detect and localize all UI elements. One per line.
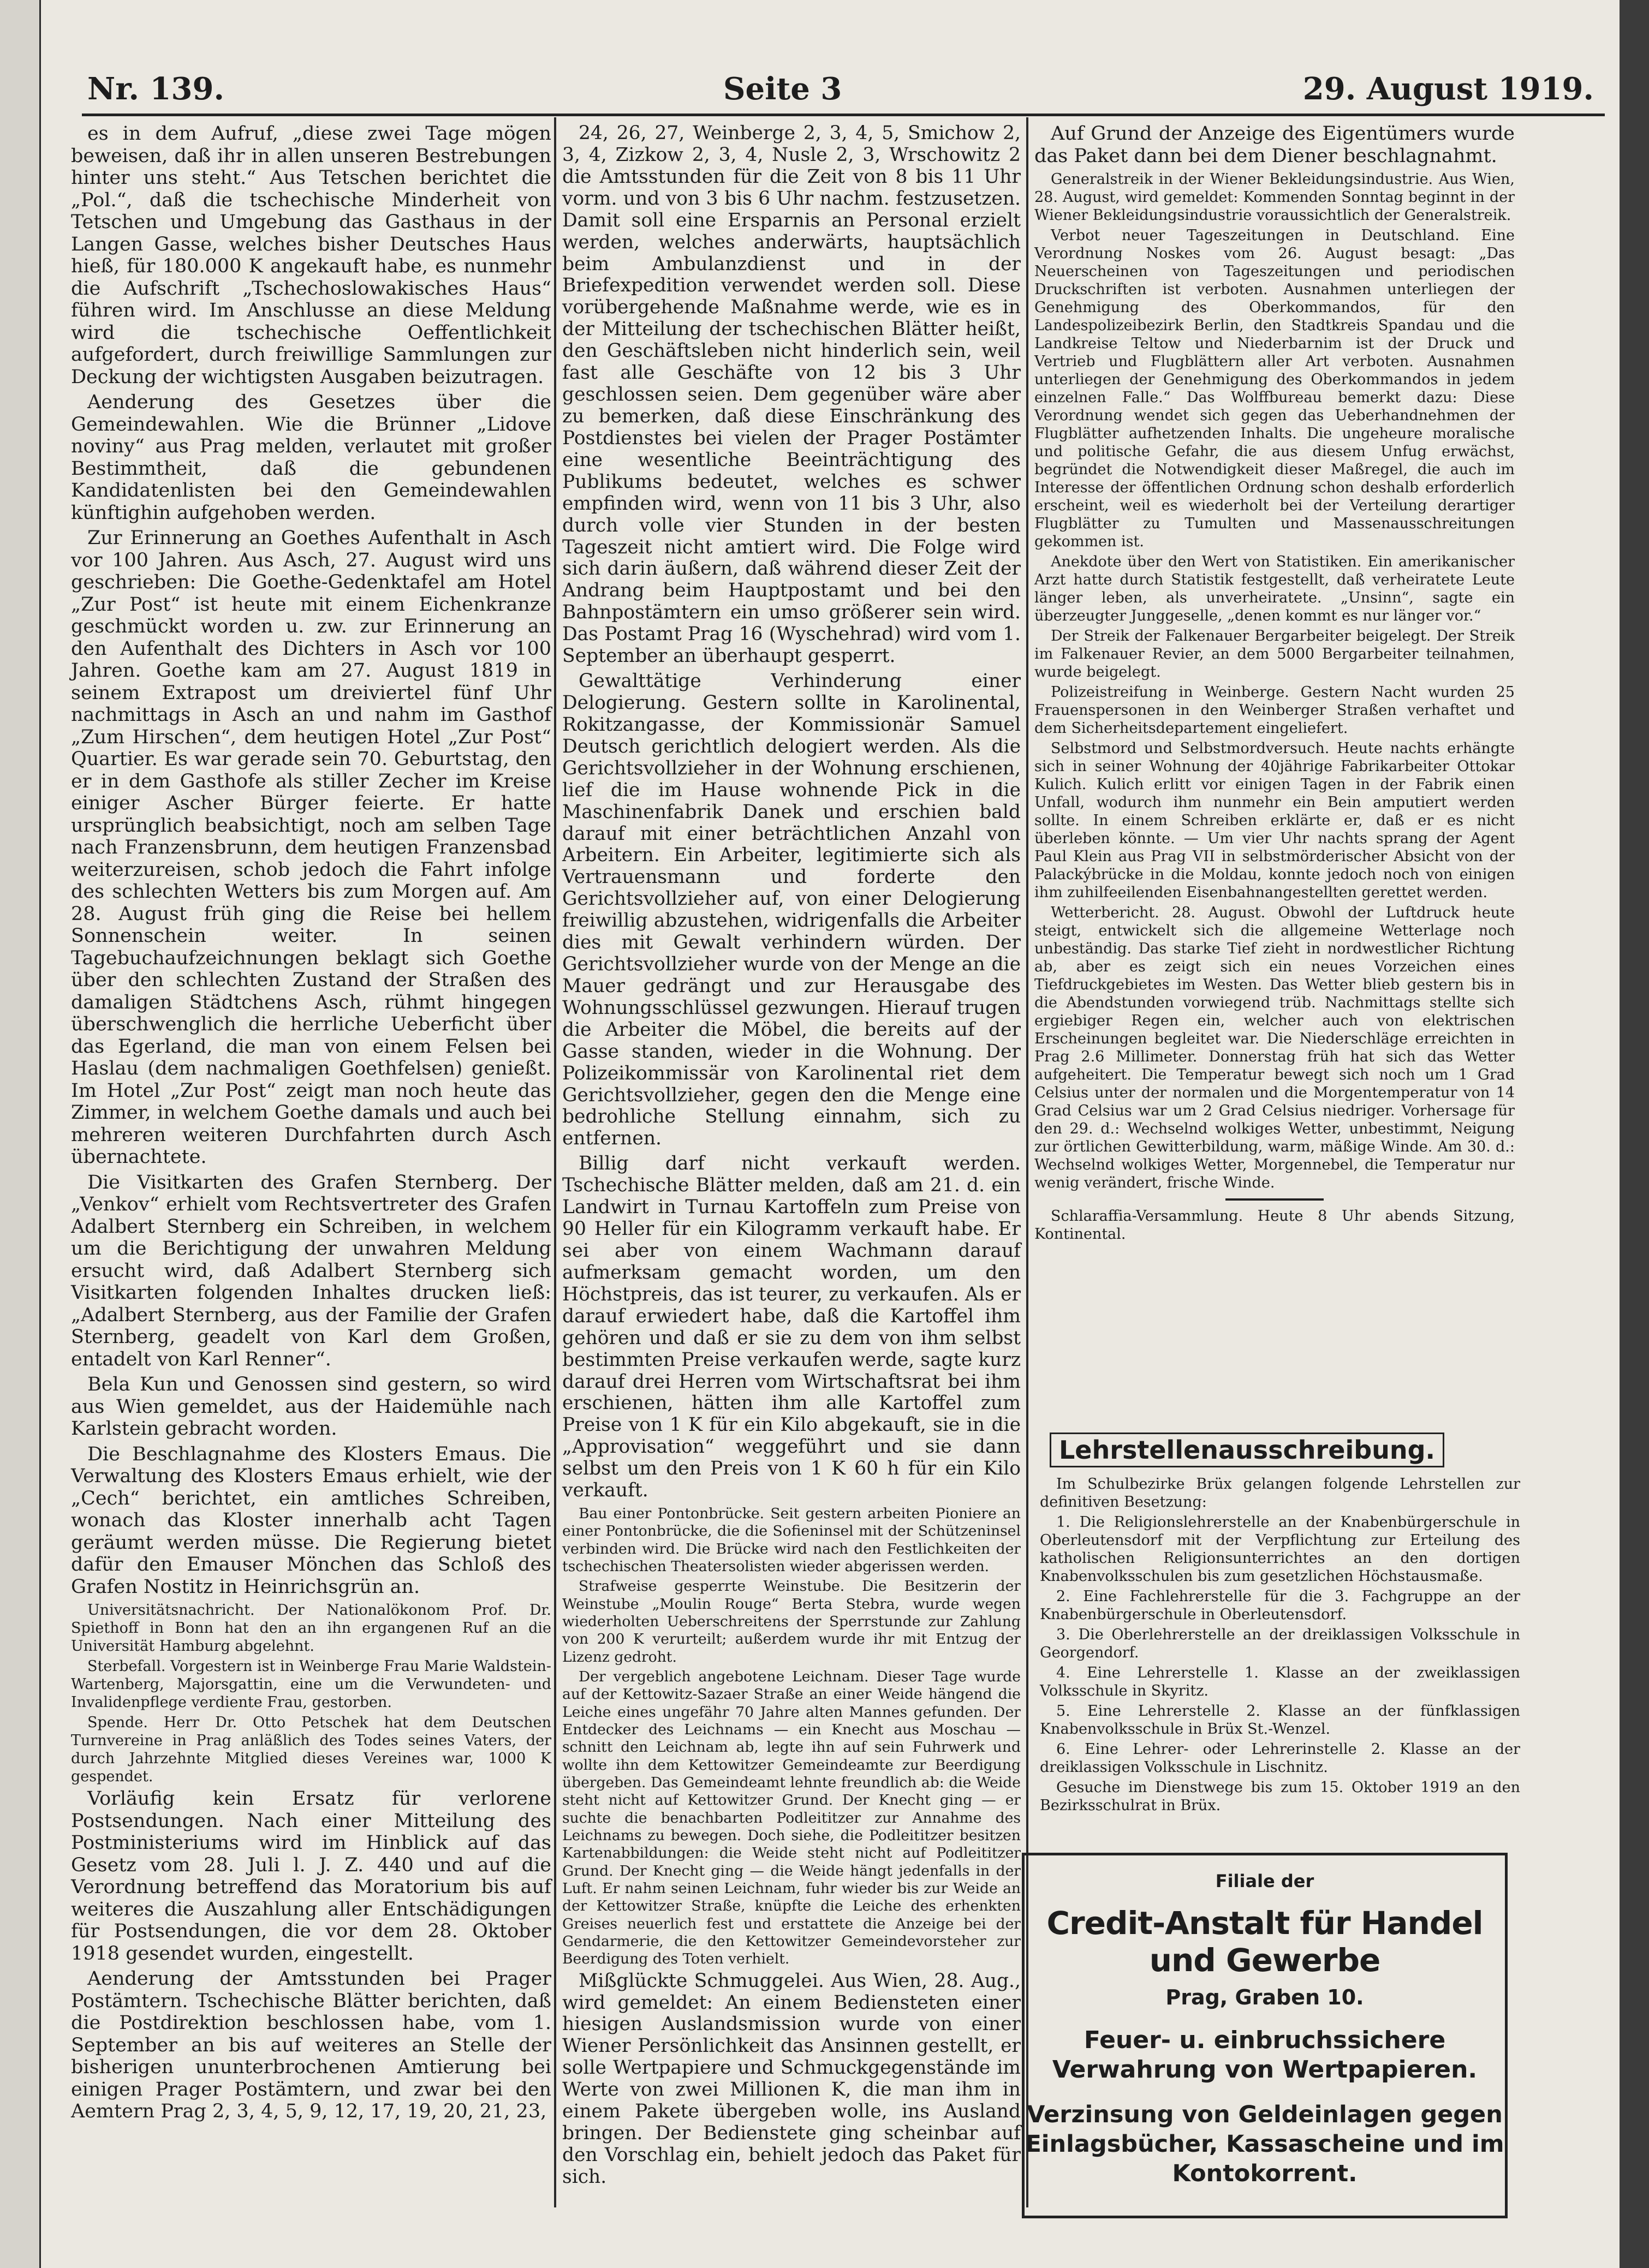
ad-paragraph: Gesuche im Dienstwege bis zum 15. Oktober 1919 an den Bezirksschulrat in Brüx. [1040, 1779, 1520, 1814]
notice: Der vergeblich angebotene Leichnam. Dieser Tage wurde auf der Kettowitz-Sazaer Straße an einer Weide hängend die Leiche eines ungefähr 70 Jahre alten Mannes gefunden. Der Entdecker des Leichnams — ein Knecht aus Moschau — schnitt den Leichnam ab, legte ihn auf sein Fuhrwerk und wollte ihn dem Kettowitzer Gemeindeamte zur Beerdigung übergeben. Das Gemeindeamt lehnte freundlich ab: die Weide steht nicht auf Kettowitzer Grund. Der Knecht ging — er suchte die benachbarten Podleititzer zur Annahme des Leichnams zu bewegen. Doch siehe, die Podleititzer besitzen Kartenabbildungen: die Weide steht nicht auf Podleititzer Grund. Der Knecht ging — die Weide hängt jedenfalls in der Luft. Er nahm seinen Leichnam, fuhr wieder bis zur Weide an der Kettowitzer Straße, knüpfte die Leiche des erhenkten Greises neuerlich fest und erstattete die Anzeige bei der Gendarmerie, die den Kettowitzer Gemeindevorsteher zur Beerdigung des Toten verhielt. [562, 1668, 1021, 1968]
article: Bela Kun und Genossen sind gestern, so wird aus Wien gemeldet, aus der Haidemühle nach Karlstein gebracht worden. [71, 1374, 551, 1440]
article: Mißglückte Schmuggelei. Aus Wien, 28. Aug., wird gemeldet: An einem Bediensteten einer hiesigen Auslandsmission wurde von einer Wiener Persönlichkeit das Ansinnen gestellt, er solle Wertpapiere und Schmuckgegenstände im Werte von zwei Millionen K, die man ihm in einem Pakete übergeben wolle, ins Ausland bringen. Der Bedienstete ging scheinbar auf den Vorschlag ein, behielt jedoch das Paket für sich. [562, 1969, 1021, 2188]
notice: Verbot neuer Tageszeitungen in Deutschland. Eine Verordnung Noskes vom 26. August besagt: „Das Neuerscheinen von Tageszeitungen und periodischen Druckschriften ist verboten. Ausnahmen unterliegen der Genehmigung des Oberkommandos, für den Landespolizeibezirk Berlin, den Stadtkreis Spandau und die Landkreise Teltow und Niederbarnim ist der Druck und Vertrieb und Flugblättern aller Art verboten. Ausnahmen unterliegen der Genehmigung des Oberkommandos in jedem einzelnen Falle.“ Das Wolffbureau bemerkt dazu: Diese Verordnung wendet sich gegen das Ueberhandnehmen der Flugblätter aufhetzenden Inhalts. Die ungeheure moralische und politische Gefahr, die aus diesem Unfug erwächst, begründet die Notwendigkeit dieser Maßregel, die auch im Interesse der öffentlichen Ordnung schon deshalb erforderlich erscheint, weil es wiederholt bei der Verteilung derartiger Flugblätter zu Tumulten und Massenausschreitungen gekommen ist. [1034, 227, 1515, 550]
notice: Bau einer Pontonbrücke. Seit gestern arbeiten Pioniere an einer Pontonbrücke, die die Sofieninsel mit der Schützeninsel verbinden wird. Die Brücke wird nach den Festlichkeiten der tschechischen Theatersolisten wieder abgerissen werden. [562, 1505, 1021, 1575]
notice: Wetterbericht. 28. August. Obwohl der Luftdruck heute steigt, entwickelt sich die allgemeine Wetterlage noch unbeständig. Das starke Tief zieht in nordwestlicher Richtung ab, aber es zeigt sich ein neues Vorzeichen eines Tiefdruckgebietes im Westen. Das Wetter blieb gestern bis in die Abendstunden vorwiegend trüb. Nachmittags stellte sich ergiebiger Regen ein, welcher auch von elektrischen Erscheinungen begleitet war. Die Niederschläge erreichten in Prag 2.6 Millimeter. Donnerstag früh hat sich das Wetter aufgeheitert. Die Temperatur bewegt sich noch um 1 Grad Celsius unter der normalen und die Morgentemperatur von 14 Grad Celsius war um 2 Grad Celsius niedriger. Vorhersage für den 29. d.: Wechselnd wolkiges Wetter, unbestimmt, Neigung zur örtlichen Gewitterbildung, warm, mäßige Winde. Am 30. d.: Wechselnd wolkiges Wetter, Morgennebel, die Temperatur nur wenig verändert, frische Winde. [1034, 904, 1515, 1191]
page-number: Seite 3 [723, 71, 842, 107]
ad-paragraph: 3. Die Oberlehrerstelle an der dreiklassigen Volksschule in Georgendorf. [1040, 1626, 1520, 1661]
bank-ad-name: Credit-Anstalt für Handel und Gewerbe [1046, 1905, 1483, 1979]
notice: Spende. Herr Dr. Otto Petschek hat dem Deutschen Turnvereine in Prag anläßlich des Todes seines Vaters, der durch Jahrzehnte Mitglied dieses Vereines war, 1000 K gespendet. [71, 1714, 551, 1785]
short-notices [71, 1601, 551, 1786]
notice: Schlaraffia-Versammlung. Heute 8 Uhr abends Sitzung, Kontinental. [1034, 1208, 1515, 1243]
left-page-edge [0, 0, 41, 2268]
ad-paragraph: Im Schulbezirke Brüx gelangen folgende Lehrstellen zur definitiven Besetzung: [1040, 1476, 1520, 1511]
ad-paragraph: 1. Die Religionslehrerstelle an der Knabenbürgerschule in Oberleutensdorf mit der Verpflichtung zur Erteilung des katholischen Religionsunterrichtes an den dortigen Knabenvolksschulen bis zum gesetzlichen Höchstausmaße. [1040, 1514, 1520, 1585]
column-3 [1034, 123, 1515, 1245]
meeting-notice [1034, 1207, 1515, 1243]
column-1 [71, 123, 551, 2126]
article: Die Beschlagnahme des Klosters Emaus. Die Verwaltung des Klosters Emaus erhielt, wie der „Cech“ berichtet, ein amtliches Schreiben, wonach das Kloster innerhalb acht Tagen geräumt werden müsse. Die Regierung bietet dafür den Emauser Mönchen das Schloß des Grafen Nostitz in Heinrichsgrün an. [71, 1443, 551, 1598]
right-page-edge [1620, 0, 1649, 2268]
notice: Polizeistreifung in Weinberge. Gestern Nacht wurden 25 Frauenspersonen in den Weinberger Straßen verhaftet und dem Sicherheitsdepartement eingeliefert. [1034, 684, 1515, 737]
article: Auf Grund der Anzeige des Eigentümers wurde das Paket dann bei dem Diener beschlagnahmt. [1034, 123, 1515, 167]
notice: Anekdote über den Wert von Statistiken. Ein amerikanischer Arzt hatte durch Statistik festgestellt, daß verheiratete Leute länger leben, als unverheiratete. „Unsinn“, sagte ein überzeugter Junggeselle, „denen kommt es nur länger vor.“ [1034, 553, 1515, 624]
bank-ad-address: Prag, Graben 10. [1165, 1985, 1364, 2009]
article: Aenderung der Amtsstunden bei Prager Postämtern. Tschechische Blätter berichten, daß die Postdirektion beschlossen habe, vom 1. September an bis auf weiteres an Stelle der bisherigen ununterbrochenen Amtierung bei einigen Prager Postämtern, und zwar bei den Aemtern Prag 2, 3, 4, 5, 9, 12, 17, 19, 20, 21, 23, [71, 1968, 551, 2122]
article: Vorläufig kein Ersatz für verlorene Postsendungen. Nach einer Mitteilung des Postministeriums wird im Hinblick auf das Gesetz vom 28. Juli l. J. Z. 440 und auf die Verordnung betreffend das Moratorium bis auf weiteres die Auszahlung aller Entschädigungen für Postsendungen, die vor dem 28. Oktober 1918 gesendet wurden, eingestellt. [71, 1788, 551, 1965]
issue-date: 29. August 1919. [1302, 71, 1594, 107]
short-notices [1034, 170, 1515, 1192]
article: Gewalttätige Verhinderung einer Delogierung. Gestern sollte in Karolinental, Rokitzangasse, der Kommissionär Samuel Deutsch gerichtlich delogiert werden. Als die Gerichtsvollzieher in der Wohnung erschienen, lief die im Hause wohnende Pick in die Maschinenfabrik Danek und erschien bald darauf mit einer beträchtlichen Anzahl von Arbeitern. Ein Arbeiter, legitimierte sich als Vertrauensmann und forderte den Gerichtsvollzieher auf, von einer Delogierung freiwillig abzustehen, widrigenfalls die Arbeiter dies mit Gewalt verhindern würden. Der Gerichtsvollzieher wurde von der Menge an die Mauer gedrängt und zur Herausgabe des Wohnungsschlüssel gezwungen. Hierauf trugen die Arbeiter die Möbel, die bereits auf der Gasse standen, wieder in die Wohnung. Der Polizeikommissär von Karolinental riet dem Gerichtsvollzieher, gegen den die Menge eine bedrohliche Stellung einnahm, sich zu entfernen. [562, 670, 1021, 1150]
job-advertisement [1040, 1433, 1520, 1817]
article: 24, 26, 27, Weinberge 2, 3, 4, 5, Smichow 2, 3, 4, Zizkow 2, 3, 4, Nusle 2, 3, Wrschowitz 2 die Amtsstunden für die Zeit von 8 bis 11 Uhr vorm. und von 3 bis 6 Uhr nachm. festzusetzen. Damit soll eine Ersparnis an Personal erzielt werden, welches anderwärts, hauptsächlich beim Ambulanzdienst und in der Briefexpedition verwendet werden soll. Diese vorübergehende Maßnahme werde, wie es in der Mitteilung der tschechischen Blätter heißt, den Geschäftsleben nicht hinderlich sein, weil fast alle Geschäfte von 12 bis 3 Uhr geschlossen seien. Dem gegenüber wäre aber zu bemerken, daß diese Einschränkung des Postdienstes bei vielen der Prager Postämter eine wesentliche Beeinträchtigung des Publikums bedeutet, welches es schwer empfinden wird, wenn von 11 bis 3 Uhr, also durch volle vier Stunden in der besten Tageszeit nicht amtiert wird. Die Folge wird sich darin äußern, daß während dieser Zeit der Andrang beim Hauptpostamt und bei den Bahnpostämtern ein umso größerer sein wird. Das Postamt Prag 16 (Wyschehrad) wird vom 1. September an überhaupt gesperrt. [562, 122, 1021, 667]
page-header [87, 65, 1594, 115]
notice: Strafweise gesperrte Weinstube. Die Besitzerin der Weinstube „Moulin Rouge“ Berta Stebra, wurde wegen wiederholten Ueberschreitens der Sperrstunde zur Zahlung von 200 K verurteilt; außerdem wurde ihr mit Entzug der Lizenz gedroht. [562, 1578, 1021, 1666]
article: es in dem Aufruf, „diese zwei Tage mögen beweisen, daß ihr in allen unseren Bestrebungen hinter uns steht.“ Aus Tetschen berichtet die „Pol.“, daß die tschechische Minderheit von Tetschen und Umgebung das Gasthaus in der Langen Gasse, welches bisher Deutsches Haus hieß, für 180.000 K angekauft habe, es nunmehr die Aufschrift „Tschechoslowakisches Haus“ führen wird. Im Anschlusse an diese Meldung wird die tschechische Oeffentlichkeit aufgefordert, durch freiwillige Sammlungen zur Deckung der wichtigsten Ausgaben beizutragen. [71, 123, 551, 388]
article: Zur Erinnerung an Goethes Aufenthalt in Asch vor 100 Jahren. Aus Asch, 27. August wird uns geschrieben: Die Goethe-Gedenktafel am Hotel „Zur Post“ ist heute mit einem Eichenkranze geschmückt worden u. zw. zur Erinnerung an den Aufenthalt des Dichters in Asch vor 100 Jahren. Goethe kam am 27. August 1819 in seinem Extrapost um dreiviertel fünf Uhr nachmittags in Asch an und nahm im Gasthof „Zum Hirschen“, dem heutigen Hotel „Zur Post“ Quartier. Es war gerade sein 70. Geburtstag, den er in dem Gasthofe als stiller Zecher im Kreise einiger Ascher Bürger feierte. Er hatte ursprünglich beabsichtigt, noch am selben Tage nach Franzensbrunn, dem heutigen Franzensbad weiterzureisen, schob jedoch die Fahrt infolge des schlechten Wetters bis zum Morgen auf. Am 28. August früh ging die Reise bei hellem Sonnenschein weiter. In seinen Tagebuchaufzeichnungen beklagt sich Goethe über den schlechten Zustand der Straßen des damaligen Städtchens Asch, rühmt hingegen überschwenglich die herrliche Ueberficht über das Egerland, die man von einem Felsen bei Haslau (dem nachmaligen Goethfelsen) genießt. Im Hotel „Zur Post“ zeigt man noch heute das Zimmer, in welchem Goethe damals und auch bei mehreren weiteren Durchfahrten durch Asch übernachtete. [71, 527, 551, 1168]
article: Die Visitkarten des Grafen Sternberg. Der „Venkov“ erhielt vom Rechtsvertreter des Grafen Adalbert Sternberg ein Schreiben, in welchem um die Berichtigung der unwahren Meldung ersucht wird, daß Adalbert Sternberg sich Visitkarten folgenden Inhaltes drucken ließ: „Adalbert Sternberg, aus der Familie der Grafen Sternberg, geadelt von Karl dem Großen, entadelt von Karl Renner“. [71, 1171, 551, 1370]
article: Aenderung des Gesetzes über die Gemeindewahlen. Wie die Brünner „Lidove noviny“ aus Prag melden, verlautet mit großer Bestimmtheit, daß die gebundenen Kandidatenlisten bei den Gemeindewahlen künftighin aufgehoben werden. [71, 391, 551, 524]
section-divider [1225, 1198, 1324, 1201]
issue-number: Nr. 139. [87, 71, 224, 107]
bank-ad-service-1: Feuer- u. einbruchssichere Verwahrung von Wertpapieren. [1052, 2026, 1478, 2084]
notice: Der Streik der Falkenauer Bergarbeiter beigelegt. Der Streik im Falkenauer Revier, an dem 5000 Bergarbeiter teilnahmen, wurde beigelegt. [1034, 628, 1515, 681]
notice: Universitätsnachricht. Der Nationalökonom Prof. Dr. Spiethoff in Bonn hat den an ihn ergangenen Ruf an die Universität Hamburg abgelehnt. [71, 1602, 551, 1655]
ad-body [1040, 1475, 1520, 1815]
column-2 [562, 123, 1021, 2192]
short-notices [562, 1505, 1021, 1968]
bank-advertisement [1022, 1853, 1508, 2218]
ad-paragraph: 5. Eine Lehrerstelle 2. Klasse an der fünfklassigen Knabenvolksschule in Brüx St.-Wenzel. [1040, 1703, 1520, 1738]
notice: Selbstmord und Selbstmordversuch. Heute nachts erhängte sich in seiner Wohnung der 40jährige Fabrikarbeiter Ottokar Kulich. Kulich erlitt vor einigen Tagen in der Fabrik einen Unfall, wodurch ihm nunmehr ein Bein amputiert werden sollte. In einem Schreiben erklärte er, daß er es nicht überleben könnte. — Um vier Uhr nachts sprang der Agent Paul Klein aus Prag VII in selbstmörderischer Absicht von der Palackýbrücke in die Moldau, konnte jedoch noch von einigen ihm zuhilfeeilenden Eisenbahnangestellten gerettet werden. [1034, 740, 1515, 901]
header-rule [82, 114, 1605, 116]
ad-paragraph: 6. Eine Lehrer- oder Lehrerinstelle 2. Klasse an der dreiklassigen Volksschule in Lischnitz. [1040, 1741, 1520, 1776]
article: Billig darf nicht verkauft werden. Tschechische Blätter melden, daß am 21. d. ein Landwirt in Turnau Kartoffeln zum Preise von 90 Heller für ein Kilogramm verkauft habe. Er sei aber von einem Wachmann darauf aufmerksam gemacht worden, um den Höchstpreis, das ist teurer, zu verkaufen. Als er darauf erwiedert habe, daß die Kartoffel ihm gehören und daß er sie zu dem von ihm selbst bestimmten Preise verkaufen werde, sagte kurz darauf drei Herren vom Wirtschaftsrat bei ihm erschienen, hätten ihm alle Kartoffel zum Preise von 1 K für ein Kilo abgekauft, sie in die „Approvisation“ weggeführt und sie dann selbst um den Preis von 1 K 60 h für ein Kilo verkauft. [562, 1153, 1021, 1502]
ad-title: Lehrstellenausschreibung. [1050, 1433, 1444, 1467]
notice: Generalstreik in der Wiener Bekleidungsindustrie. Aus Wien, 28. August, wird gemeldet: Kommenden Sonntag beginnt in der Wiener Bekleidungsindustrie voraussichtlich der Generalstreik. [1034, 171, 1515, 224]
notice: Sterbefall. Vorgestern ist in Weinberge Frau Marie Waldstein-Wartenberg, Majorsgattin, eine um die Verwundeten- und Invalidenpflege verdiente Frau, gestorben. [71, 1658, 551, 1711]
column-divider-1 [554, 117, 556, 2207]
ad-paragraph: 4. Eine Lehrerstelle 1. Klasse an der zweiklassigen Volksschule in Skyritz. [1040, 1664, 1520, 1699]
ad-paragraph: 2. Eine Fachlehrerstelle für die 3. Fachgruppe an der Knabenbürgerschule in Oberleutensdorf. [1040, 1588, 1520, 1623]
bank-ad-service-2: Verzinsung von Geldeinlagen gegen Einlagsbücher, Kassascheine und im Kontokorrent. [1025, 2101, 1504, 2187]
bank-ad-branch: Filiale der [1215, 1871, 1314, 1891]
